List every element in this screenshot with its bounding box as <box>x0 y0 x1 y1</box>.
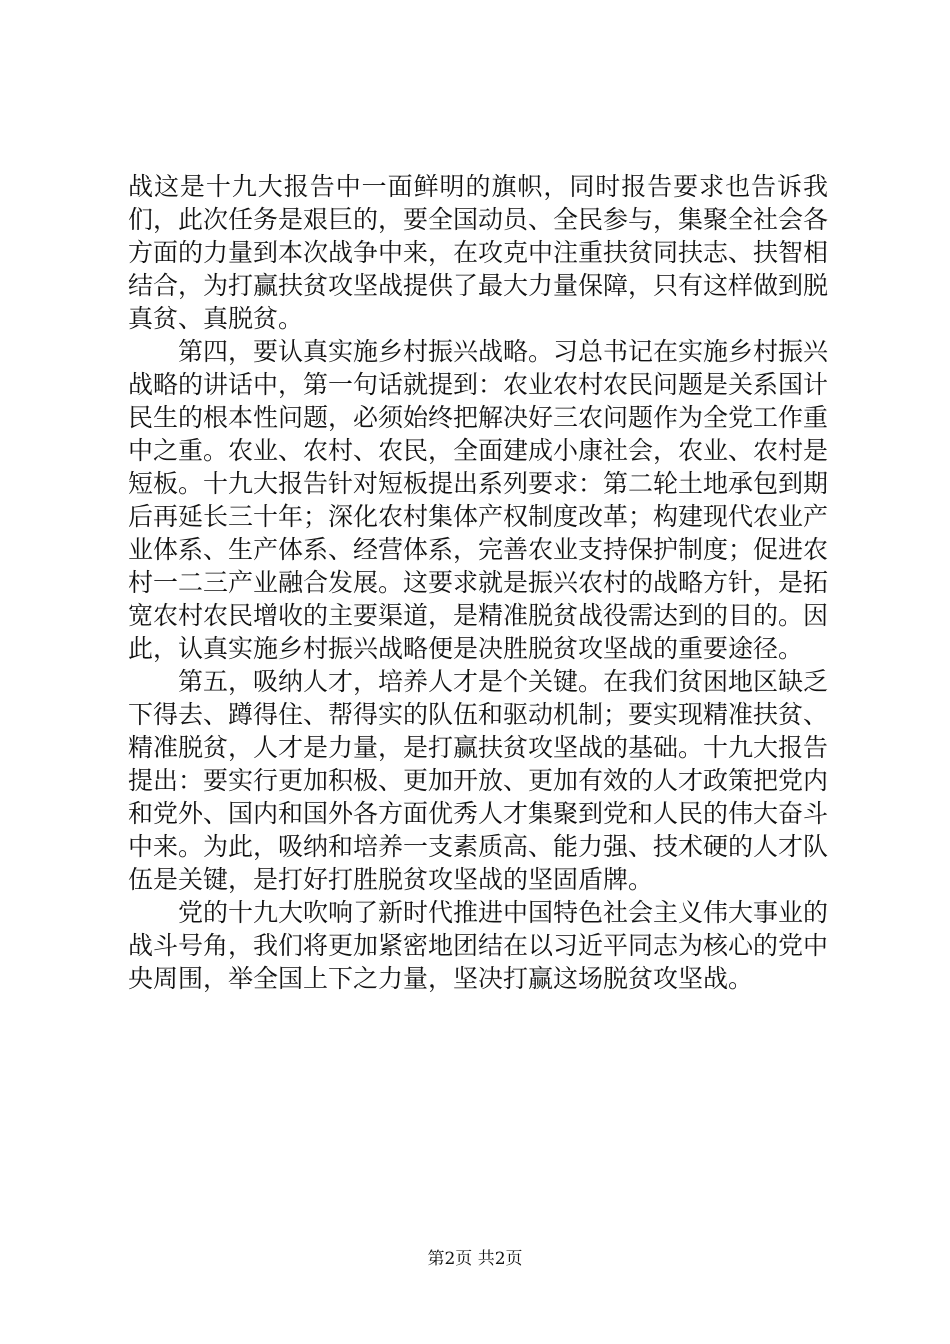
paragraph-fourth-point: 第四，要认真实施乡村振兴战略。习总书记在实施乡村振兴战略的讲话中，第一句话就提到：农业农村农民问题是关系国计民生的根本性问题，必须始终把解决好三农问题作为全党工作重中之重。农业、农村、农民，全面建成小康社会，农业、农村是短板。十九大报告针对短板提出系列要求：第二轮土地承包到期后再延长三十年；深化农村集体产权制度改革；构建现代农业产业体系、生产体系、经营体系，完善农业支持保护制度；促进农村一二三产业融合发展。这要求就是振兴农村的战略方针，是拓宽农村农民增收的主要渠道，是精准脱贫战役需达到的目的。因此，认真实施乡村振兴战略便是决胜脱贫攻坚战的重要途径。 <box>128 337 829 663</box>
page-number-footer: 第2页 共2页 <box>427 1249 523 1269</box>
paragraph-fifth-point: 第五，吸纳人才，培养人才是个关键。在我们贫困地区缺乏下得去、蹲得住、帮得实的队伍和驱动机制；要实现精准扶贫、精准脱贫，人才是力量，是打赢扶贫攻坚战的基础。十九大报告提出：要实行更加积极、更加开放、更加有效的人才政策把党内和党外、国内和国外各方面优秀人才集聚到党和人民的伟大奋斗中来。为此，吸纳和培养一支素质高、能力强、技术硬的人才队伍是关键，是打好打胜脱贫攻坚战的坚固盾牌。 <box>128 667 829 894</box>
paragraph-conclusion: 党的十九大吹响了新时代推进中国特色社会主义伟大事业的战斗号角，我们将更加紧密地团结在以习近平同志为核心的党中央周围，举全国上下之力量，坚决打赢这场脱贫攻坚战。 <box>128 898 829 993</box>
paragraph-continuation: 战这是十九大报告中一面鲜明的旗帜，同时报告要求也告诉我们，此次任务是艰巨的，要全国动员、全民参与，集聚全社会各方面的力量到本次战争中来，在攻克中注重扶贫同扶志、扶智相结合，为打赢扶贫攻坚战提供了最大力量保障，只有这样做到脱真贫、真脱贫。 <box>128 172 829 333</box>
document-body <box>128 170 828 995</box>
